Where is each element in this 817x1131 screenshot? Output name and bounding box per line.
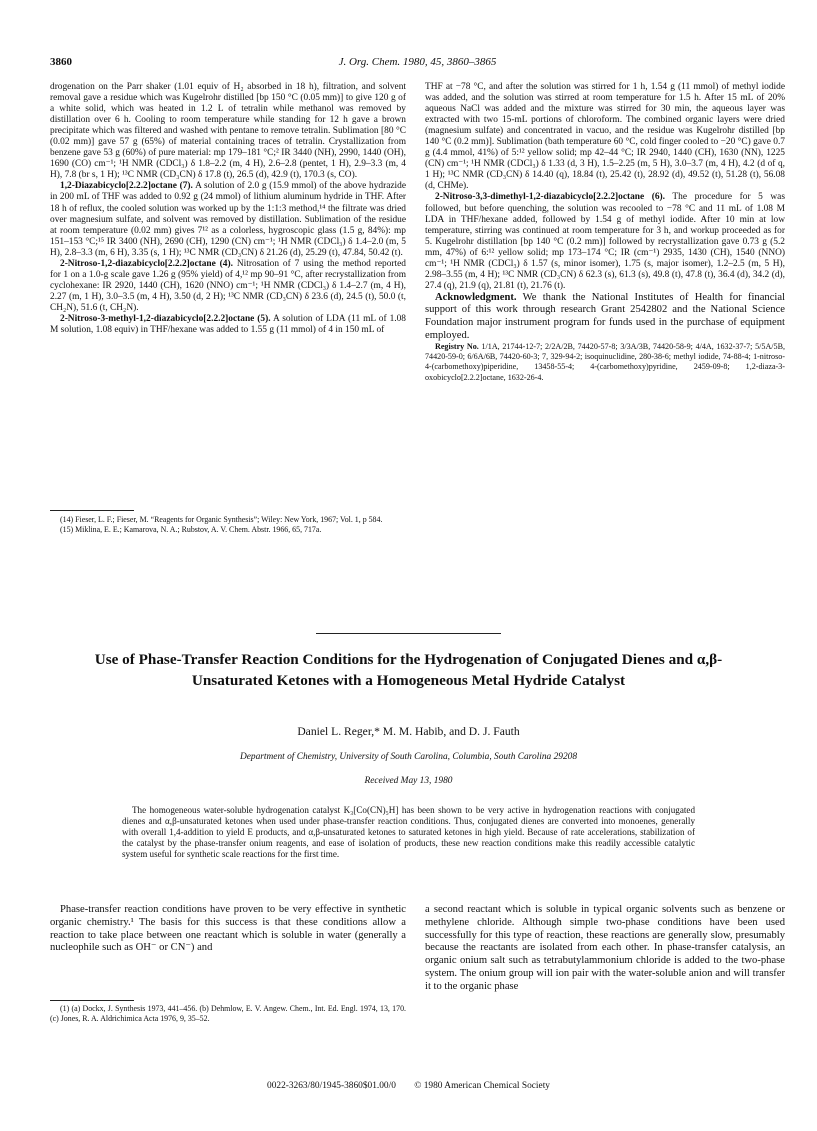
compound-heading: 2-Nitroso-3,3-dimethyl-1,2-diazabicyclo[2.2.2]octane (6). <box>435 192 666 203</box>
footnote: (15) Miklina, E. E.; Kamarova, N. A.; Rubstov, A. V. Chem. Abstr. 1966, 65, 717a. <box>60 524 322 534</box>
left-column <box>50 82 406 336</box>
acknowledgment: Acknowledgment. We thank the National Institutes of Health for financial support of this work through research Grant 2542802 and the National Science Foundation major instrument program for funds used in the purchase of equipment employed. <box>425 291 785 341</box>
footnote-rule <box>50 510 134 511</box>
running-header <box>50 56 785 70</box>
copyright: © 1980 American Chemical Society <box>414 1081 550 1091</box>
footnote: (1) (a) Dockx, J. Synthesis 1973, 441–456. (b) Dehmlow, E. V. Angew. Chem., Int. Ed. Engl. 1974, 13, 170. (c) Jones, R. A. Aldrichimica Acta 1976, 9, 35–52. <box>50 1004 406 1023</box>
article-title: Use of Phase-Transfer Reaction Conditions for the Hydrogenation of Conjugated Dienes and α,β-Unsaturated Ketones with a Homogeneous Metal Hydride Catalyst <box>94 651 723 689</box>
experimental-paragraph: 1,2-Diazabicyclo[2.2.2]octane (7). A solution of 2.0 g (15.9 mmol) of the above hydrazide in 200 mL of THF was added to 0.92 g (24 mmol) of lithium aluminum hydride in THF. After 18 h of reflux, the cooled solution was worked up by the 1:1:3 method,¹⁴ the filtrate was dried over magnesium sulfate, and solvent was removed by distillation. Sublimation of the residue at room temperature (0.02 mm) gives 7¹² as a colorless, hygroscopic glass (1.5 g, 84%): mp 151–153 °C;¹⁵ IR 3400 (NH), 2690 (CH), 1290 (CN) cm⁻¹; ¹H NMR (CDCl₃) δ 1.4–2.0 (m, 5 H), 2.8–3.3 (m, 6 H), 3.35 (s, 1 H); ¹³C NMR (CD₃CN) δ 21.26 (d), 25.29 (t), 47.84, 50.42 (t). <box>50 181 406 258</box>
body-text-left: Phase-transfer reaction conditions have proven to be very effective in synthetic organic chemistry.¹ The basis for this success is that these conditions allow a reaction to take place between one reactant which is soluble in water (generally a nucleophile such as OH⁻ or CN⁻) and <box>50 904 406 954</box>
experimental-paragraph: 2-Nitroso-1,2-diazabicyclo[2.2.2]octane (4). Nitrosation of 7 using the method reported for 1 on a 1.0-g scale gave 1.26 g (95% yield) of 4,¹² mp 90–91 °C, after recrystallization from cyclohexane: IR 2920, 1440 (CH), 1620 (NNO) cm⁻¹; ¹H NMR (CDCl₃) δ 1.4–2.7 (m, 4 H), 2.27 (m, 1 H), 3.0–3.5 (m, 4 H), 3.50 (d, 2 H); ¹³C NMR (CD₃CN) δ 23.6 (d), 24.5 (t), 50.0 (t, CH₂N), 51.6 (t, CH₂N). <box>50 258 406 313</box>
registry-numbers: Registry No. 1/1A, 21744-12-7; 2/2A/2B, 74420-57-8; 3/3A/3B, 74420-58-9; 4/4A, 1632-37-7; 5/5A/5B, 74420-59-0; 6/6A/6B, 74420-60-3; 7, 329-94-2; isoquinuclidine, 280-38-6; methyl iodide, 74-88-4; 1-nitroso-4-(carbomethoxy)piperidine, 13458-55-4; 4-(carbomethoxy)pyridine, 2459-09-8; 1,2-diaza-3-oxobicyclo[2.2.2]octane, 1632-26-4. <box>425 342 786 382</box>
received-date: Received May 13, 1980 <box>364 776 453 786</box>
affiliation: Department of Chemistry, University of South Carolina, Columbia, South Carolina 29208 <box>239 752 578 762</box>
journal-reference: J. Org. Chem. 1980, 45, 3860–3865 <box>338 56 497 68</box>
article-code: 0022-3263/80/1945-3860$01.00/0 <box>267 1081 396 1091</box>
experimental-paragraph: THF at −78 °C, and after the solution was stirred for 1 h, 1.54 g (11 mmol) of methyl iodide was added, and the solution was stirred at room temperature for 1.5 h. After 15 mL of 20% aqueous NaCl was added and the mixture was stirred for 30 min, the aqueous layer was extracted with two 15-mL portions of chloroform. The combined organic layers were dried (magnesium sulfate) and concentrated in vacuo, and the residue was Kugelrohr distilled [bp 140 °C (0.2 mm)]. Sublimation (bath temperature 60 °C, cold finger cooled to −20 °C) gave 0.7 g (4.4 mmol, 41%) of 5:¹² yellow solid; mp 42–44 °C; IR 2940, 1440 (CH), 1630 (NN), 1225 (CN) cm⁻¹; ¹H NMR (CDCl₃) δ 1.33 (d, 3 H), 1.5–2.25 (m, 5 H), 3.0–3.7 (m, 4 H), 4.2 (d of q, 1 H); ¹³C NMR (CD₃CN) δ 14.40 (q), 18.84 (t), 25.42 (t), 28.92 (d), 49.52 (t), 51.28 (t), 56.08 (d, CHMe). <box>425 82 785 192</box>
experimental-paragraph: 2-Nitroso-3,3-dimethyl-1,2-diazabicyclo[2.2.2]octane (6). The procedure for 5 was followed, but before quenching, the solution was recooled to −78 °C and 11 mL of 1.08 M LDA in THF/hexane added, followed by 1.54 g of methyl iodide. After 10 min at low temperature, stirring was continued at room temperature for 3 h, and workup proceeded as for 5. Kugelrohr distillation [bp 140 °C (0.2 mm)] followed by recrystallization gave 0.73 g (5.2 mm, 47%) of 6:¹² yellow solid; mp 173–174 °C; IR (cm⁻¹) 2935, 1430 (CH), 1540 (NNO) cm⁻¹; ¹H NMR (CDCl₃) δ 1.57 (s, minor isomer), 1.75 (s, major isomer), 1.2–2.5 (m, 5 H), 2.98–3.55 (m, 4 H); ¹³C NMR (CD₃CN) δ 62.3 (s), 61.3 (s), 49.8 (t), 47.8 (t), 36.4 (d), 34.2 (d), 27.4 (q), 21.9 (q), 21.81 (t), 21.76 (t). <box>425 192 785 291</box>
abstract: The homogeneous water-soluble hydrogenation catalyst K₃[Co(CN)₅H] has been shown to be very active in hydrogenation reactions with conjugated dienes and α,β-unsaturated ketones when used under phase-transfer reaction conditions. Thus, conjugated dienes are converted into monoenes, generally with overall 1,4-addition to yield E products, and α,β-unsaturated ketones to saturated ketones in high yield. Because of rate accelerations, stabilization of the catalyst by the phase-transfer onium reagents, and ease of isolation of products, these new reaction conditions make this readily accessible catalytic system useful for synthetic scale reactions for the first time. <box>122 805 695 860</box>
registry-heading: Registry No. <box>435 342 479 352</box>
experimental-paragraph: 2-Nitroso-3-methyl-1,2-diazabicyclo[2.2.2]octane (5). A solution of LDA (11 mL of 1.08 M solution, 1.08 equiv) in THF/hexane was added to 1.55 g (11 mmol) of 4 in 150 mL of <box>50 313 406 336</box>
page-number: 3860 <box>50 56 72 68</box>
acknowledgment-heading: Acknowledgment. <box>435 291 517 303</box>
compound-heading: 2-Nitroso-3-methyl-1,2-diazabicyclo[2.2.2]octane (5). <box>60 313 271 324</box>
footnote: (14) Fieser, L. F.; Fieser, M. “Reagents for Organic Synthesis”; Wiley: New York, 1967; Vol. 1, p 584. <box>60 515 383 524</box>
compound-heading: 2-Nitroso-1,2-diazabicyclo[2.2.2]octane (4). <box>60 258 233 269</box>
compound-heading: 1,2-Diazabicyclo[2.2.2]octane (7). <box>60 181 193 192</box>
experimental-paragraph: drogenation on the Parr shaker (1.01 equiv of H₂ absorbed in 18 h), filtration, and solvent removal gave a residue which was Kugelrohr distilled [bp 150 °C (0.05 mm)] to give 120 g of a white solid, which was heated in 1.2 L of tetralin while methanol was removed by distillation over 6 h. Cooling to room temperature while standing for 12 h gave a brown precipitate which was filtered and washed with pentane to remove tetralin. Sublimation [80 °C (0.02 mm)] gave 57 g (65%) of material containing traces of tetralin. Crystallization from benzene gave 53 g (60%) of pure material: mp 179–181 °C;² IR 3440 (NH), 2990, 1440 (OH), 1690 (CO) cm⁻¹; ¹H NMR (CDCl₃) δ 1.8–2.2 (m, 4 H), 2.6–2.8 (pentet, 1 H), 2.9–3.3 (m, 4 H), 7.8 (br s, 1 H); ¹³C NMR (CD₃CN) δ 17.8 (t), 26.5 (d), 42.9 (t), 170.3 (s, CO). <box>50 82 406 181</box>
footnotes <box>50 515 406 534</box>
footnote-rule <box>50 1000 134 1001</box>
page-footer <box>0 1081 817 1091</box>
right-column <box>425 82 785 383</box>
body-text-right: a second reactant which is soluble in typical organic solvents such as benzene or methylene chloride. Although simple two-phase conditions have been used successfully for this type of reaction, these reactions are generally slow, presumably because the reactants are isolated from each other. In phase-transfer catalysis, an organic onium salt such as tetrabutylammonium chloride is added to the two-phase system. The onium group will ion pair with the water-soluble anion and will transfer it to the organic phase <box>425 904 785 992</box>
article-separator <box>316 633 501 634</box>
article-authors: Daniel L. Reger,* M. M. Habib, and D. J. Fauth <box>297 725 520 738</box>
